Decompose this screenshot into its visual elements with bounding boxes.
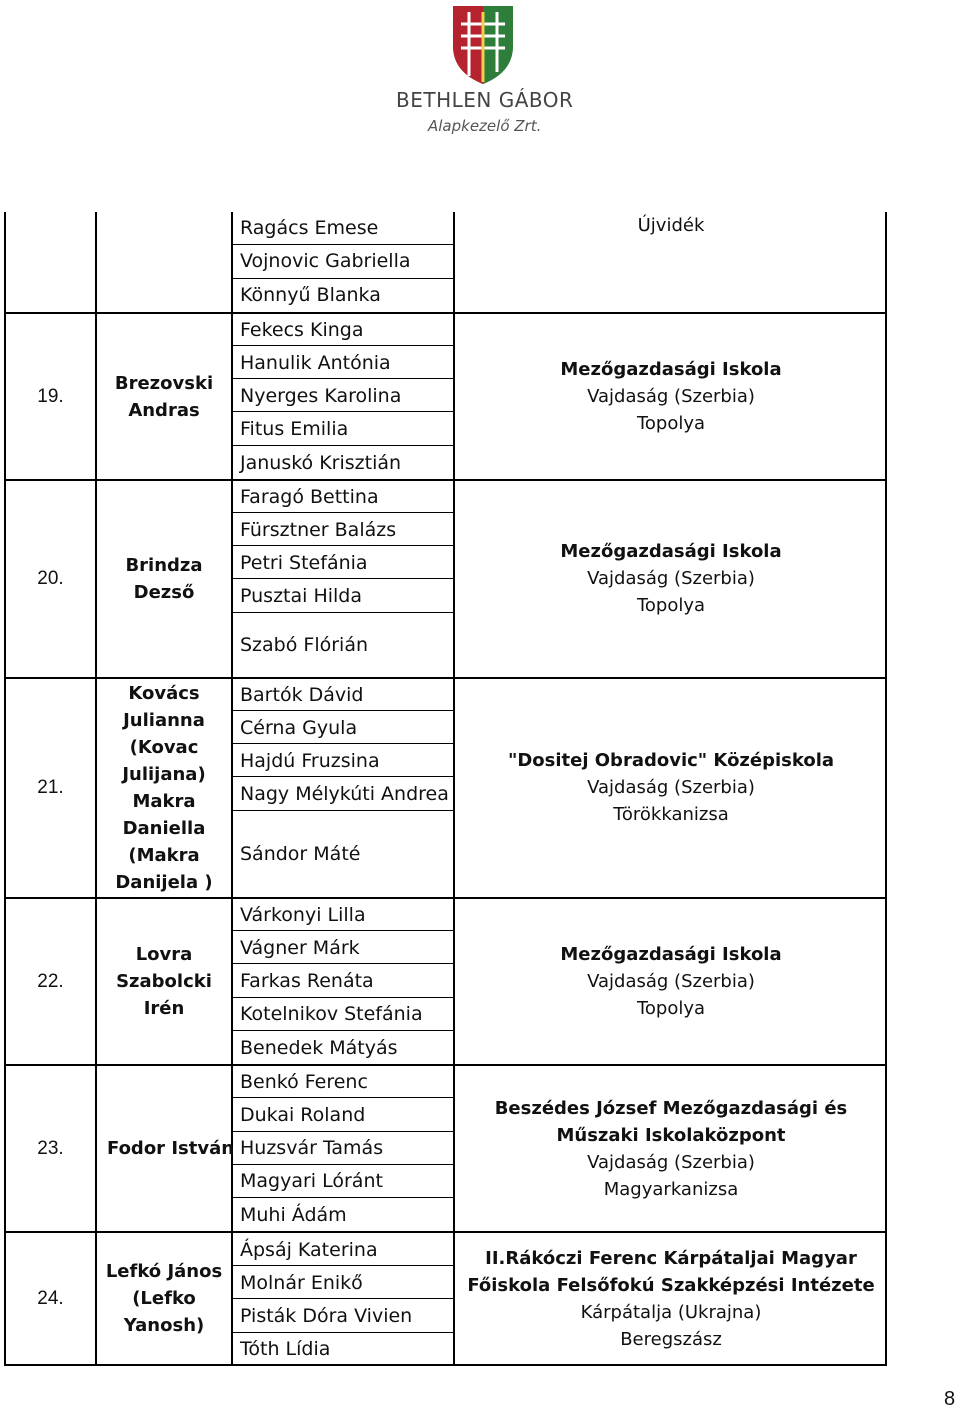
student-name: Farkas Renáta: [240, 970, 374, 992]
student-name: Januskó Krisztián: [240, 452, 402, 474]
student-divider: [232, 1164, 454, 1165]
row-number: 19.: [37, 385, 64, 407]
student-name: Nagy Mélykúti Andrea: [240, 783, 449, 805]
school-name: Mezőgazdasági Iskola: [560, 541, 782, 562]
coordinator-line: Daniella: [122, 818, 206, 839]
student-divider: [232, 710, 454, 711]
student-divider: [232, 512, 454, 513]
coordinator-name: [97, 1233, 231, 1364]
school-region: Vajdaság (Szerbia): [587, 386, 755, 407]
student-divider: [232, 1298, 454, 1299]
school-info: [458, 1245, 884, 1353]
coordinator-line: (Kovac: [129, 737, 199, 758]
school-info: [458, 747, 884, 828]
student-divider: [232, 1265, 454, 1266]
coordinator-name: [97, 1066, 263, 1231]
coordinator-name: [97, 679, 231, 897]
school-city: Beregszász: [620, 1329, 722, 1350]
student-name: Petri Stefánia: [240, 552, 368, 574]
student-divider: [232, 345, 454, 346]
student-name: Fürsztner Balázs: [240, 519, 397, 541]
student-divider: [232, 776, 454, 777]
school-region: Vajdaság (Szerbia): [587, 568, 755, 589]
student-divider: [232, 1131, 454, 1132]
student-name: Benedek Mátyás: [240, 1037, 398, 1059]
student-divider: [232, 997, 454, 998]
student-name: Fitus Emilia: [240, 418, 349, 440]
row-number: 24.: [37, 1287, 64, 1309]
student-name: Cérna Gyula: [240, 717, 358, 739]
student-name: Tóth Lídia: [240, 1338, 331, 1360]
school-region: Vajdaság (Szerbia): [587, 777, 755, 798]
coordinator-line: Danijela ): [115, 872, 213, 893]
student-name: Bartók Dávid: [240, 684, 364, 706]
student-divider: [232, 930, 454, 931]
student-name: Ragács Emese: [240, 217, 379, 239]
student-divider: [232, 378, 454, 379]
student-name: Hajdú Fruzsina: [240, 750, 380, 772]
school-region: Kárpátalja (Ukrajna): [580, 1302, 762, 1323]
row-number: 20.: [37, 568, 64, 589]
school-city: Újvidék: [637, 215, 705, 236]
coordinator-line: Lefkó János: [105, 1261, 223, 1282]
school-name: Beszédes József Mezőgazdasági és Műszaki Iskolaközpont: [494, 1098, 848, 1146]
coordinator-line: Fodor István: [107, 1138, 235, 1159]
school-region: Vajdaság (Szerbia): [587, 971, 755, 992]
student-divider: [232, 545, 454, 546]
student-divider: [232, 1030, 454, 1031]
student-divider: [232, 411, 454, 412]
table-border-right: [885, 212, 887, 1366]
student-divider: [232, 810, 454, 811]
student-name: Faragó Bettina: [240, 486, 379, 508]
brand-subtitle: Alapkezelő Zrt.: [428, 117, 542, 135]
student-divider: [232, 1197, 454, 1198]
coordinator-line: Brindza: [125, 555, 203, 576]
student-name: Muhi Ádám: [240, 1204, 347, 1226]
school-info: [458, 941, 884, 1022]
student-name: Vojnovic Gabriella: [240, 250, 411, 272]
coordinator-line: Irén: [143, 998, 185, 1019]
row-number: 21.: [37, 777, 64, 798]
school-city: Topolya: [636, 413, 706, 434]
school-info: [458, 1095, 884, 1203]
school-name: Mezőgazdasági Iskola: [560, 944, 782, 965]
coordinator-line: Yanosh): [123, 1315, 205, 1336]
student-divider: [232, 278, 454, 279]
student-name: Benkó Ferenc: [240, 1071, 368, 1093]
student-name: Ápsáj Katerina: [240, 1239, 378, 1261]
student-divider: [232, 1332, 454, 1333]
student-name: Hanulik Antónia: [240, 352, 391, 374]
brand-name: BETHLEN GÁBOR: [396, 88, 574, 112]
school-city: Magyarkanizsa: [603, 1179, 739, 1200]
student-name: Fekecs Kinga: [240, 319, 364, 341]
student-name: Pusztai Hilda: [240, 585, 362, 607]
student-divider: [232, 244, 454, 245]
student-divider: [232, 578, 454, 579]
table-border-bottom: [4, 1364, 887, 1366]
coordinator-line: (Makra: [128, 845, 200, 866]
school-city: Topolya: [636, 998, 706, 1019]
coordinator-name: [97, 314, 231, 479]
student-name: Könnyű Blanka: [240, 284, 381, 306]
student-name: Kotelnikov Stefánia: [240, 1003, 423, 1025]
school-name: II.Rákóczi Ferenc Kárpátaljai Magyar Főiskola Felsőfokú Szakképzési Intézete: [467, 1248, 875, 1296]
coordinator-line: Andras: [128, 399, 200, 421]
student-name: Molnár Enikő: [240, 1272, 363, 1294]
coordinator-line: Dezső: [133, 582, 195, 603]
coordinator-line: (Lefko: [132, 1288, 196, 1309]
student-divider: [232, 1097, 454, 1098]
student-name: Nyerges Karolina: [240, 385, 402, 407]
school-region: Vajdaság (Szerbia): [587, 1152, 755, 1173]
row-number: 23.: [37, 1137, 64, 1159]
student-name: Pisták Dóra Vivien: [240, 1305, 413, 1327]
coordinator-line: Szabolcki: [116, 971, 212, 992]
school-city: Törökkanizsa: [613, 804, 729, 825]
coordinator-line: Lovra: [135, 944, 193, 965]
student-divider: [232, 445, 454, 446]
student-name: Várkonyi Lilla: [240, 904, 366, 926]
student-name: Magyari Lóránt: [240, 1170, 383, 1192]
row-number: 22.: [37, 970, 64, 992]
school-info: [458, 538, 884, 619]
coordinator-line: Brezovski: [114, 372, 214, 394]
coordinator-name: [97, 899, 231, 1064]
coordinator-line: Julijana): [122, 764, 206, 785]
school-city: Topolya: [636, 595, 706, 616]
coordinator-line: Kovács: [128, 683, 200, 704]
table-divider-students: [453, 212, 455, 1366]
student-name: Dukai Roland: [240, 1104, 366, 1126]
school-info: [458, 356, 884, 437]
student-name: Vágner Márk: [240, 937, 360, 959]
student-divider: [232, 963, 454, 964]
student-name: Sándor Máté: [240, 843, 361, 865]
coordinator-line: Makra: [132, 791, 196, 812]
coordinator-line: Julianna: [123, 710, 205, 731]
coordinator-name: [97, 481, 231, 677]
page-number: 8: [944, 1388, 956, 1410]
student-name: Szabó Flórián: [240, 634, 369, 656]
school-name: Mezőgazdasági Iskola: [560, 359, 782, 380]
student-divider: [232, 743, 454, 744]
student-name: Huzsvár Tamás: [240, 1137, 384, 1159]
student-divider: [232, 612, 454, 613]
school-name: "Dositej Obradovic" Középiskola: [507, 750, 835, 771]
